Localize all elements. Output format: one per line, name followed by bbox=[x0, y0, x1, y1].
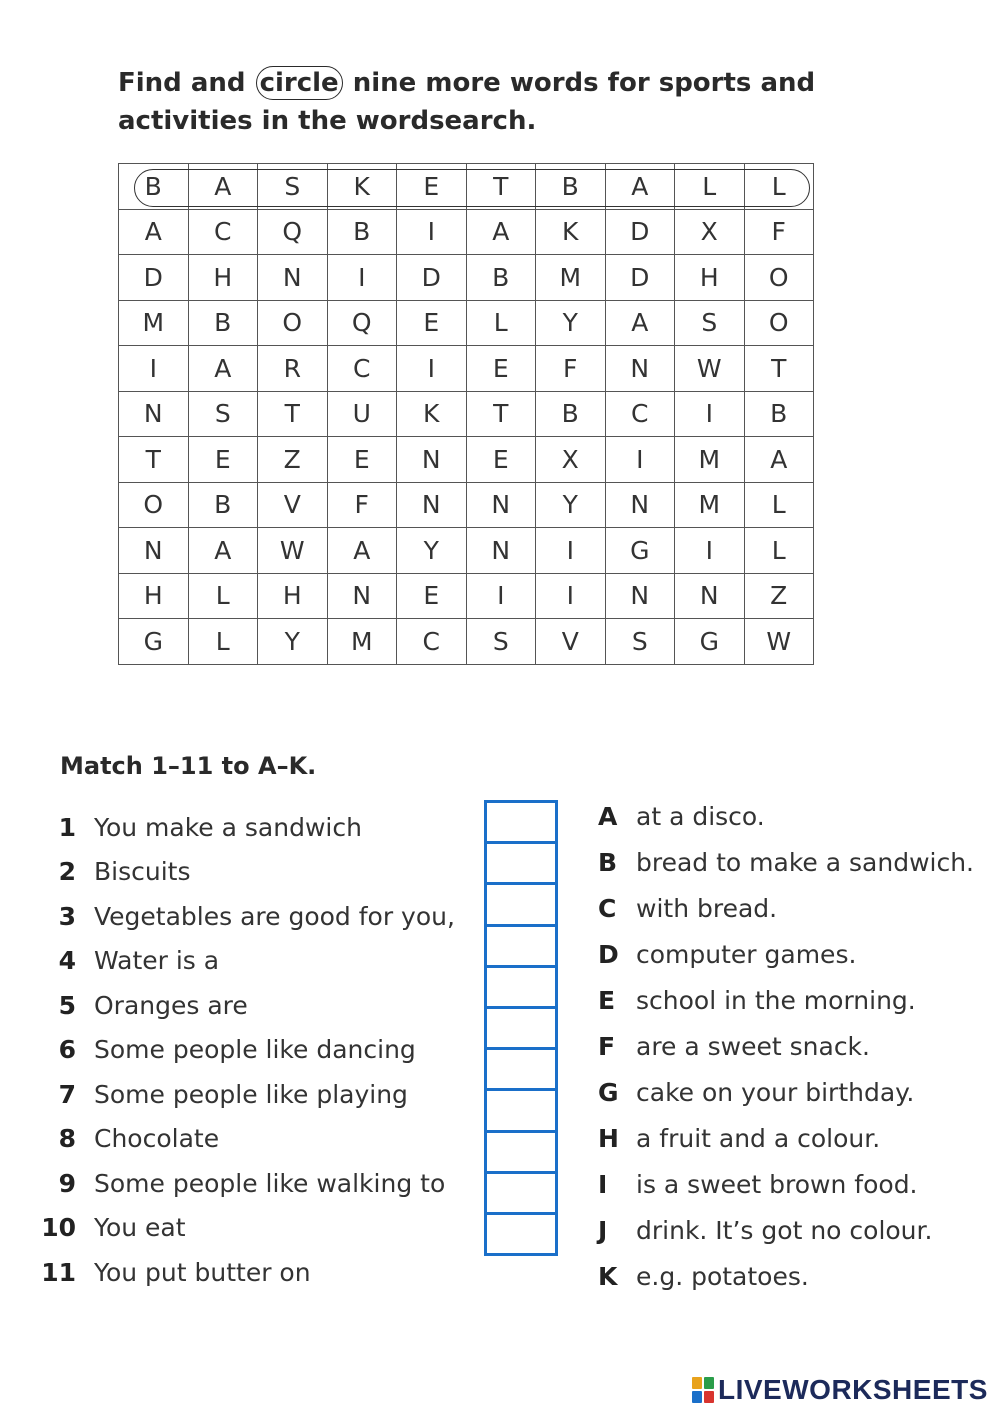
sentence-start-item bbox=[40, 1206, 480, 1251]
grid-cell[interactable]: Q bbox=[327, 300, 397, 346]
item-number: 1 bbox=[58, 812, 76, 842]
grid-cell[interactable]: D bbox=[397, 255, 467, 301]
grid-cell[interactable]: Q bbox=[258, 209, 328, 255]
item-letter: J bbox=[598, 1215, 608, 1245]
grid-cell[interactable]: E bbox=[397, 573, 467, 619]
grid-cell[interactable]: I bbox=[675, 528, 745, 574]
grid-cell[interactable]: H bbox=[188, 255, 258, 301]
grid-cell[interactable]: O bbox=[744, 255, 814, 301]
grid-cell[interactable]: G bbox=[119, 619, 189, 665]
grid-cell[interactable]: C bbox=[327, 346, 397, 392]
grid-cell[interactable]: F bbox=[536, 346, 606, 392]
grid-cell[interactable]: L bbox=[675, 164, 745, 210]
grid-cell[interactable]: M bbox=[119, 300, 189, 346]
sentence-ending-item bbox=[598, 1207, 998, 1253]
grid-cell[interactable]: A bbox=[744, 437, 814, 483]
grid-cell[interactable]: X bbox=[675, 209, 745, 255]
answer-boxes bbox=[484, 800, 558, 1256]
grid-cell[interactable]: C bbox=[397, 619, 467, 665]
grid-row bbox=[119, 619, 814, 665]
liveworksheets-logo bbox=[692, 1374, 988, 1406]
grid-cell[interactable]: M bbox=[327, 619, 397, 665]
sentence-ending-item bbox=[598, 1069, 998, 1115]
item-number: 4 bbox=[58, 946, 76, 976]
match-title: Match 1–11 to A–K. bbox=[60, 752, 317, 780]
grid-cell[interactable]: I bbox=[119, 346, 189, 392]
sentence-ending-item bbox=[598, 977, 998, 1023]
sentence-ending-item bbox=[598, 1023, 998, 1069]
grid-cell[interactable]: A bbox=[466, 209, 536, 255]
grid-cell[interactable]: S bbox=[605, 619, 675, 665]
grid-row bbox=[119, 255, 814, 301]
grid-cell[interactable]: B bbox=[119, 164, 189, 210]
sentence-start-item bbox=[40, 894, 480, 939]
item-text: Oranges are bbox=[94, 990, 248, 1020]
item-letter: K bbox=[598, 1261, 618, 1291]
grid-cell[interactable]: O bbox=[258, 300, 328, 346]
grid-cell[interactable]: B bbox=[536, 164, 606, 210]
grid-cell[interactable]: B bbox=[327, 209, 397, 255]
grid-cell[interactable]: I bbox=[327, 255, 397, 301]
grid-cell[interactable]: U bbox=[327, 391, 397, 437]
grid-cell[interactable]: M bbox=[675, 482, 745, 528]
grid-cell[interactable]: E bbox=[327, 437, 397, 483]
item-number: 7 bbox=[58, 1079, 76, 1109]
item-number: 10 bbox=[41, 1213, 76, 1243]
grid-row bbox=[119, 300, 814, 346]
grid-cell[interactable]: W bbox=[744, 619, 814, 665]
grid-cell[interactable]: C bbox=[605, 391, 675, 437]
item-text: at a disco. bbox=[636, 801, 765, 831]
item-letter: I bbox=[598, 1169, 608, 1199]
sentence-ending-item bbox=[598, 931, 998, 977]
grid-cell[interactable]: I bbox=[466, 573, 536, 619]
grid-cell[interactable]: Z bbox=[258, 437, 328, 483]
grid-cell[interactable]: G bbox=[605, 528, 675, 574]
sentence-start-item bbox=[40, 850, 480, 895]
grid-row bbox=[119, 391, 814, 437]
grid-row bbox=[119, 346, 814, 392]
sentence-endings-list bbox=[598, 793, 998, 1299]
item-text: You put butter on bbox=[94, 1257, 311, 1287]
grid-cell[interactable]: A bbox=[605, 164, 675, 210]
item-number: 5 bbox=[58, 990, 76, 1020]
item-text: Some people like dancing bbox=[94, 1035, 416, 1065]
grid-cell[interactable]: N bbox=[466, 528, 536, 574]
grid-cell[interactable]: N bbox=[605, 346, 675, 392]
grid-cell[interactable]: Y bbox=[258, 619, 328, 665]
wordsearch-grid bbox=[118, 163, 814, 665]
answer-box-7[interactable] bbox=[484, 1047, 558, 1091]
liveworksheets-logo-icon bbox=[692, 1377, 714, 1403]
answer-box-6[interactable] bbox=[484, 1006, 558, 1050]
item-text: drink. It’s got no colour. bbox=[636, 1215, 933, 1245]
item-text: You make a sandwich bbox=[94, 812, 362, 842]
grid-cell[interactable]: N bbox=[605, 482, 675, 528]
grid-cell[interactable]: A bbox=[119, 209, 189, 255]
sentence-ending-item bbox=[598, 839, 998, 885]
grid-cell[interactable]: I bbox=[397, 209, 467, 255]
item-number: 6 bbox=[58, 1035, 76, 1065]
logo-tile bbox=[704, 1377, 714, 1389]
item-number: 8 bbox=[58, 1124, 76, 1154]
sentence-ending-item bbox=[598, 1253, 998, 1299]
grid-cell[interactable]: F bbox=[744, 209, 814, 255]
sentence-ending-item bbox=[598, 885, 998, 931]
grid-cell[interactable]: I bbox=[536, 528, 606, 574]
grid-cell[interactable]: G bbox=[675, 619, 745, 665]
grid-cell[interactable]: Y bbox=[397, 528, 467, 574]
sentence-start-item bbox=[40, 939, 480, 984]
grid-cell[interactable]: N bbox=[327, 573, 397, 619]
instructions-after: nine more words for sports and activities in the wordsearch. bbox=[118, 68, 816, 136]
grid-cell[interactable]: N bbox=[397, 437, 467, 483]
grid-cell[interactable]: Y bbox=[536, 300, 606, 346]
grid-cell[interactable]: B bbox=[188, 482, 258, 528]
grid-cell[interactable]: E bbox=[397, 164, 467, 210]
grid-cell[interactable]: H bbox=[675, 255, 745, 301]
item-number: 3 bbox=[58, 901, 76, 931]
answer-box-1[interactable] bbox=[484, 800, 558, 844]
item-number: 11 bbox=[41, 1257, 76, 1287]
grid-cell[interactable]: B bbox=[188, 300, 258, 346]
grid-cell[interactable]: A bbox=[188, 164, 258, 210]
grid-cell[interactable]: B bbox=[536, 391, 606, 437]
sentence-start-item bbox=[40, 805, 480, 850]
item-text: a fruit and a colour. bbox=[636, 1123, 881, 1153]
grid-cell[interactable]: O bbox=[744, 300, 814, 346]
item-letter: E bbox=[598, 985, 616, 1015]
grid-row bbox=[119, 437, 814, 483]
grid-cell[interactable]: I bbox=[397, 346, 467, 392]
sentence-start-item bbox=[40, 1072, 480, 1117]
grid-cell[interactable]: L bbox=[466, 300, 536, 346]
grid-cell[interactable]: S bbox=[466, 619, 536, 665]
grid-row bbox=[119, 209, 814, 255]
grid-cell[interactable]: S bbox=[188, 391, 258, 437]
circled-word: circle bbox=[256, 66, 343, 100]
grid-cell[interactable]: K bbox=[327, 164, 397, 210]
grid-cell[interactable]: L bbox=[744, 164, 814, 210]
grid-cell[interactable]: N bbox=[258, 255, 328, 301]
grid-cell[interactable]: M bbox=[536, 255, 606, 301]
grid-cell[interactable]: A bbox=[188, 528, 258, 574]
item-text: with bread. bbox=[636, 893, 778, 923]
grid-cell[interactable]: A bbox=[605, 300, 675, 346]
grid-cell[interactable]: N bbox=[605, 573, 675, 619]
sentence-start-item bbox=[40, 1250, 480, 1295]
grid-cell[interactable]: N bbox=[675, 573, 745, 619]
item-letter: H bbox=[598, 1123, 619, 1153]
grid-cell[interactable]: M bbox=[675, 437, 745, 483]
grid-cell[interactable]: K bbox=[397, 391, 467, 437]
grid-cell[interactable]: W bbox=[675, 346, 745, 392]
item-letter: B bbox=[598, 847, 618, 877]
grid-cell[interactable]: X bbox=[536, 437, 606, 483]
grid-cell[interactable]: C bbox=[188, 209, 258, 255]
logo-tile bbox=[692, 1377, 702, 1389]
grid-cell[interactable]: H bbox=[119, 573, 189, 619]
sentence-start-item bbox=[40, 1028, 480, 1073]
grid-cell[interactable]: L bbox=[744, 482, 814, 528]
item-text: Vegetables are good for you, bbox=[94, 901, 455, 931]
item-text: is a sweet brown food. bbox=[636, 1169, 918, 1199]
item-text: are a sweet snack. bbox=[636, 1031, 870, 1061]
logo-wordmark: LIVEWORKSHEETS bbox=[718, 1374, 988, 1405]
sentence-start-item bbox=[40, 1117, 480, 1162]
item-text: computer games. bbox=[636, 939, 857, 969]
grid-cell[interactable]: L bbox=[188, 619, 258, 665]
grid-cell[interactable]: I bbox=[605, 437, 675, 483]
grid-cell[interactable]: T bbox=[466, 164, 536, 210]
sentence-ending-item bbox=[598, 793, 998, 839]
answer-box-4[interactable] bbox=[484, 924, 558, 968]
sentence-start-item bbox=[40, 983, 480, 1028]
grid-cell[interactable]: I bbox=[536, 573, 606, 619]
grid-cell[interactable]: N bbox=[397, 482, 467, 528]
grid-row bbox=[119, 482, 814, 528]
item-text: Chocolate bbox=[94, 1124, 220, 1154]
item-text: school in the morning. bbox=[636, 985, 916, 1015]
grid-cell[interactable]: E bbox=[466, 437, 536, 483]
grid-cell[interactable]: Z bbox=[744, 573, 814, 619]
answer-box-2[interactable] bbox=[484, 841, 558, 885]
grid-cell[interactable]: T bbox=[466, 391, 536, 437]
grid-cell[interactable]: T bbox=[744, 346, 814, 392]
item-number: 2 bbox=[58, 857, 76, 887]
grid-cell[interactable]: I bbox=[675, 391, 745, 437]
grid-cell[interactable]: H bbox=[258, 573, 328, 619]
item-number: 9 bbox=[58, 1168, 76, 1198]
item-text: Water is a bbox=[94, 946, 220, 976]
item-letter: A bbox=[598, 801, 618, 831]
item-letter: C bbox=[598, 893, 617, 923]
answer-box-8[interactable] bbox=[484, 1088, 558, 1132]
grid-cell[interactable]: D bbox=[605, 209, 675, 255]
grid-cell[interactable]: L bbox=[744, 528, 814, 574]
grid-cell[interactable]: N bbox=[119, 391, 189, 437]
answer-box-11[interactable] bbox=[484, 1212, 558, 1256]
grid-cell[interactable]: T bbox=[258, 391, 328, 437]
grid-cell[interactable]: B bbox=[466, 255, 536, 301]
logo-tile bbox=[692, 1391, 702, 1403]
sentence-starts-list bbox=[40, 805, 480, 1295]
item-letter: D bbox=[598, 939, 619, 969]
item-text: bread to make a sandwich. bbox=[636, 847, 975, 877]
grid-row bbox=[119, 164, 814, 210]
grid-cell[interactable]: A bbox=[188, 346, 258, 392]
grid-cell[interactable]: E bbox=[466, 346, 536, 392]
grid-cell[interactable]: E bbox=[397, 300, 467, 346]
grid-cell[interactable]: W bbox=[258, 528, 328, 574]
instructions-before: Find and bbox=[118, 68, 246, 98]
sentence-ending-item bbox=[598, 1115, 998, 1161]
instructions bbox=[118, 64, 838, 140]
grid-cell[interactable]: T bbox=[119, 437, 189, 483]
sentence-ending-item bbox=[598, 1161, 998, 1207]
answer-box-9[interactable] bbox=[484, 1130, 558, 1174]
grid-cell[interactable]: Y bbox=[536, 482, 606, 528]
grid-cell[interactable]: K bbox=[536, 209, 606, 255]
item-text: Some people like walking to bbox=[94, 1168, 446, 1198]
item-text: You eat bbox=[94, 1213, 186, 1243]
grid-row bbox=[119, 573, 814, 619]
answer-box-3[interactable] bbox=[484, 882, 558, 926]
sentence-start-item bbox=[40, 1161, 480, 1206]
grid-cell[interactable]: N bbox=[466, 482, 536, 528]
grid-cell[interactable]: F bbox=[327, 482, 397, 528]
item-letter: G bbox=[598, 1077, 619, 1107]
item-text: e.g. potatoes. bbox=[636, 1261, 809, 1291]
grid-cell[interactable]: D bbox=[605, 255, 675, 301]
grid-cell[interactable]: B bbox=[744, 391, 814, 437]
grid-cell[interactable]: S bbox=[675, 300, 745, 346]
grid-cell[interactable]: A bbox=[327, 528, 397, 574]
grid-cell[interactable]: V bbox=[536, 619, 606, 665]
grid-cell[interactable]: N bbox=[119, 528, 189, 574]
grid-cell[interactable]: D bbox=[119, 255, 189, 301]
grid-cell[interactable]: S bbox=[258, 164, 328, 210]
grid-cell[interactable]: E bbox=[188, 437, 258, 483]
grid-cell[interactable]: R bbox=[258, 346, 328, 392]
item-letter: F bbox=[598, 1031, 616, 1061]
logo-tile bbox=[704, 1391, 714, 1403]
grid-cell[interactable]: L bbox=[188, 573, 258, 619]
grid-cell[interactable]: O bbox=[119, 482, 189, 528]
answer-box-10[interactable] bbox=[484, 1171, 558, 1215]
grid-cell[interactable]: V bbox=[258, 482, 328, 528]
item-text: Biscuits bbox=[94, 857, 191, 887]
item-text: cake on your birthday. bbox=[636, 1077, 915, 1107]
item-text: Some people like playing bbox=[94, 1079, 408, 1109]
grid-row bbox=[119, 528, 814, 574]
answer-box-5[interactable] bbox=[484, 965, 558, 1009]
